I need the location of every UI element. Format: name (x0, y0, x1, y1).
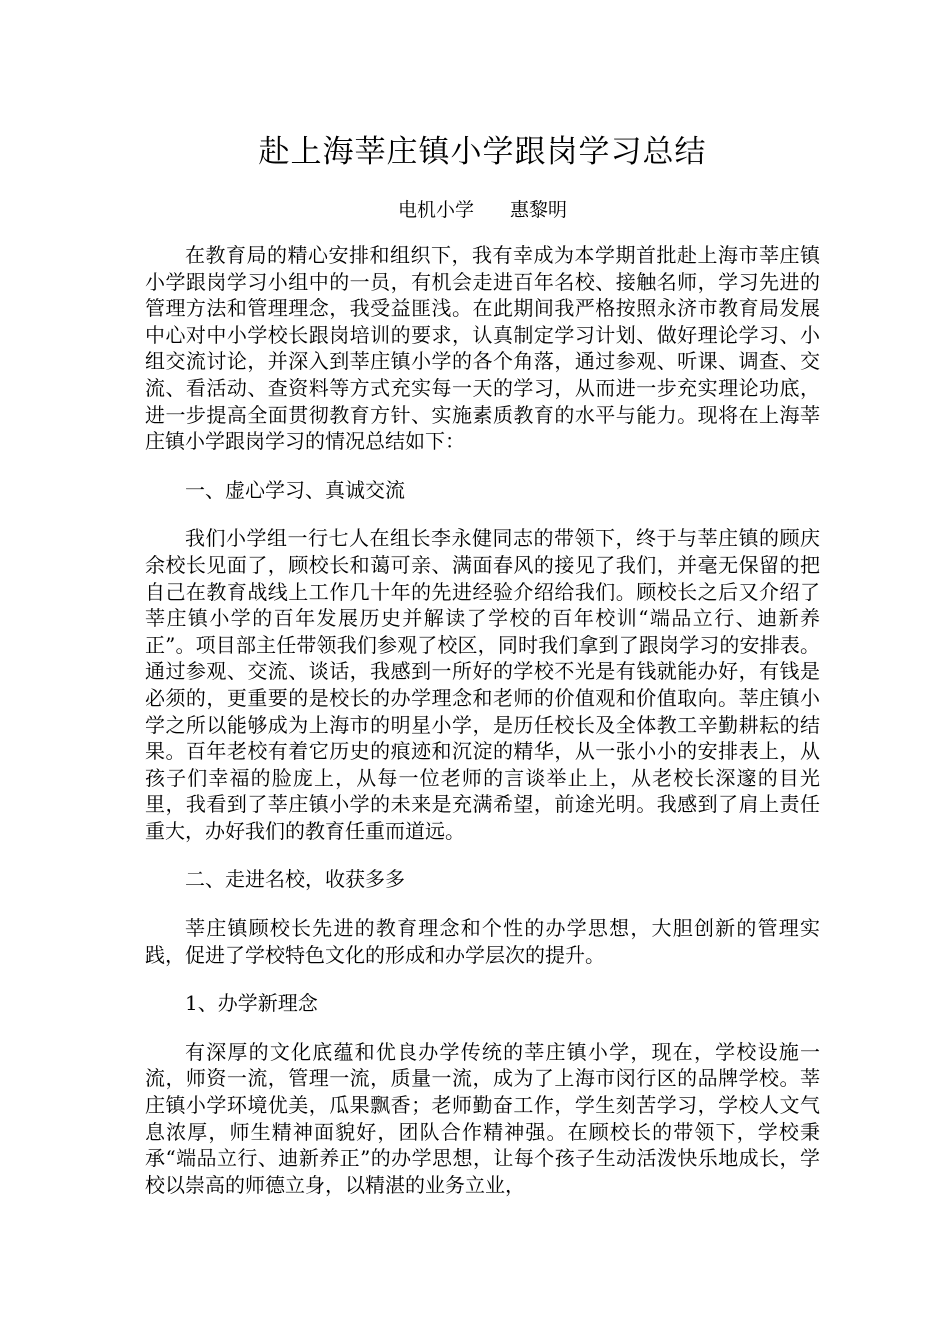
paragraph-intro: 在教育局的精心安排和组织下，我有幸成为本学期首批赴上海市莘庄镇小学跟岗学习小组中的一员，有机会走进百年名校、接触名师，学习先进的管理方法和管理理念，我受益匪浅。在此期间我严格按照永济市教育局发展中心对中小学校长跟岗培训的要求，认真制定学习计划、做好理论学习、小组交流讨论，并深入到莘庄镇小学的各个角落，通过参观、听课、调查、交流、看活动、查资料等方式充实每一天的学习，从而进一步充实理论功底，进一步提高全面贯彻教育方针、实施素质教育的水平与能力。现将在上海莘庄镇小学跟岗学习的情况总结如下： (145, 243, 820, 454)
paragraph-subsection-1: 有深厚的文化底蕴和优良办学传统的莘庄镇小学，现在，学校设施一流，师资一流，管理一流，质量一流，成为了上海市闵行区的品牌学校。莘庄镇小学环境优美，瓜果飘香；老师勤奋工作，学生刻苦学习，学校人文气息浓厚，师生精神面貌好，团队合作精神强。在顾校长的带领下，学校秉承“端品立行、迪新养正”的办学思想，让每个孩子生动活泼快乐地成长，学校以崇高的师德立身，以精湛的业务立业， (145, 1039, 820, 1197)
subsection-heading-1: 1、办学新理念 (185, 991, 318, 1016)
paragraph-section-2: 莘庄镇顾校长先进的教育理念和个性的办学思想，大胆创新的管理实践，促进了学校特色文化的形成和办学层次的提升。 (145, 916, 820, 967)
document-body (145, 242, 820, 1198)
section-heading-1: 一、虚心学习、真诚交流 (185, 477, 405, 502)
paragraph-section-1: 我们小学组一行七人在组长李永健同志的带领下，终于与莘庄镇的顾庆余校长见面了，顾校长和蔼可亲、满面春风的接见了我们，并毫无保留的把自己在教育战线上工作几十年的先进经验介绍给我们。顾校长之后又介绍了莘庄镇小学的百年发展历史并解读了学校的百年校训“端品立行、迪新养正”。项目部主任带领我们参观了校区，同时我们拿到了跟岗学习的安排表。通过参观、交流、谈话，我感到一所好的学校不光是有钱就能办好，有钱是必须的，更重要的是校长的办学理念和老师的价值观和价值取向。莘庄镇小学之所以能够成为上海市的明星小学，是历任校长及全体教工辛勤耕耘的结果。百年老校有着它历史的痕迹和沉淀的精华，从一张小小的安排表上，从孩子们幸福的脸庞上，从每一位老师的言谈举止上，从老校长深邃的目光里，我看到了莘庄镇小学的未来是充满希望，前途光明。我感到了肩上责任重大，办好我们的教育任重而道远。 (145, 526, 820, 843)
document-title: 赴上海莘庄镇小学跟岗学习总结 (258, 134, 707, 170)
author-name: 惠黎明 (510, 199, 568, 221)
author-school: 电机小学 (397, 199, 474, 221)
author-line (145, 196, 820, 224)
section-heading-2: 二、走进名校，收获多多 (185, 867, 405, 892)
